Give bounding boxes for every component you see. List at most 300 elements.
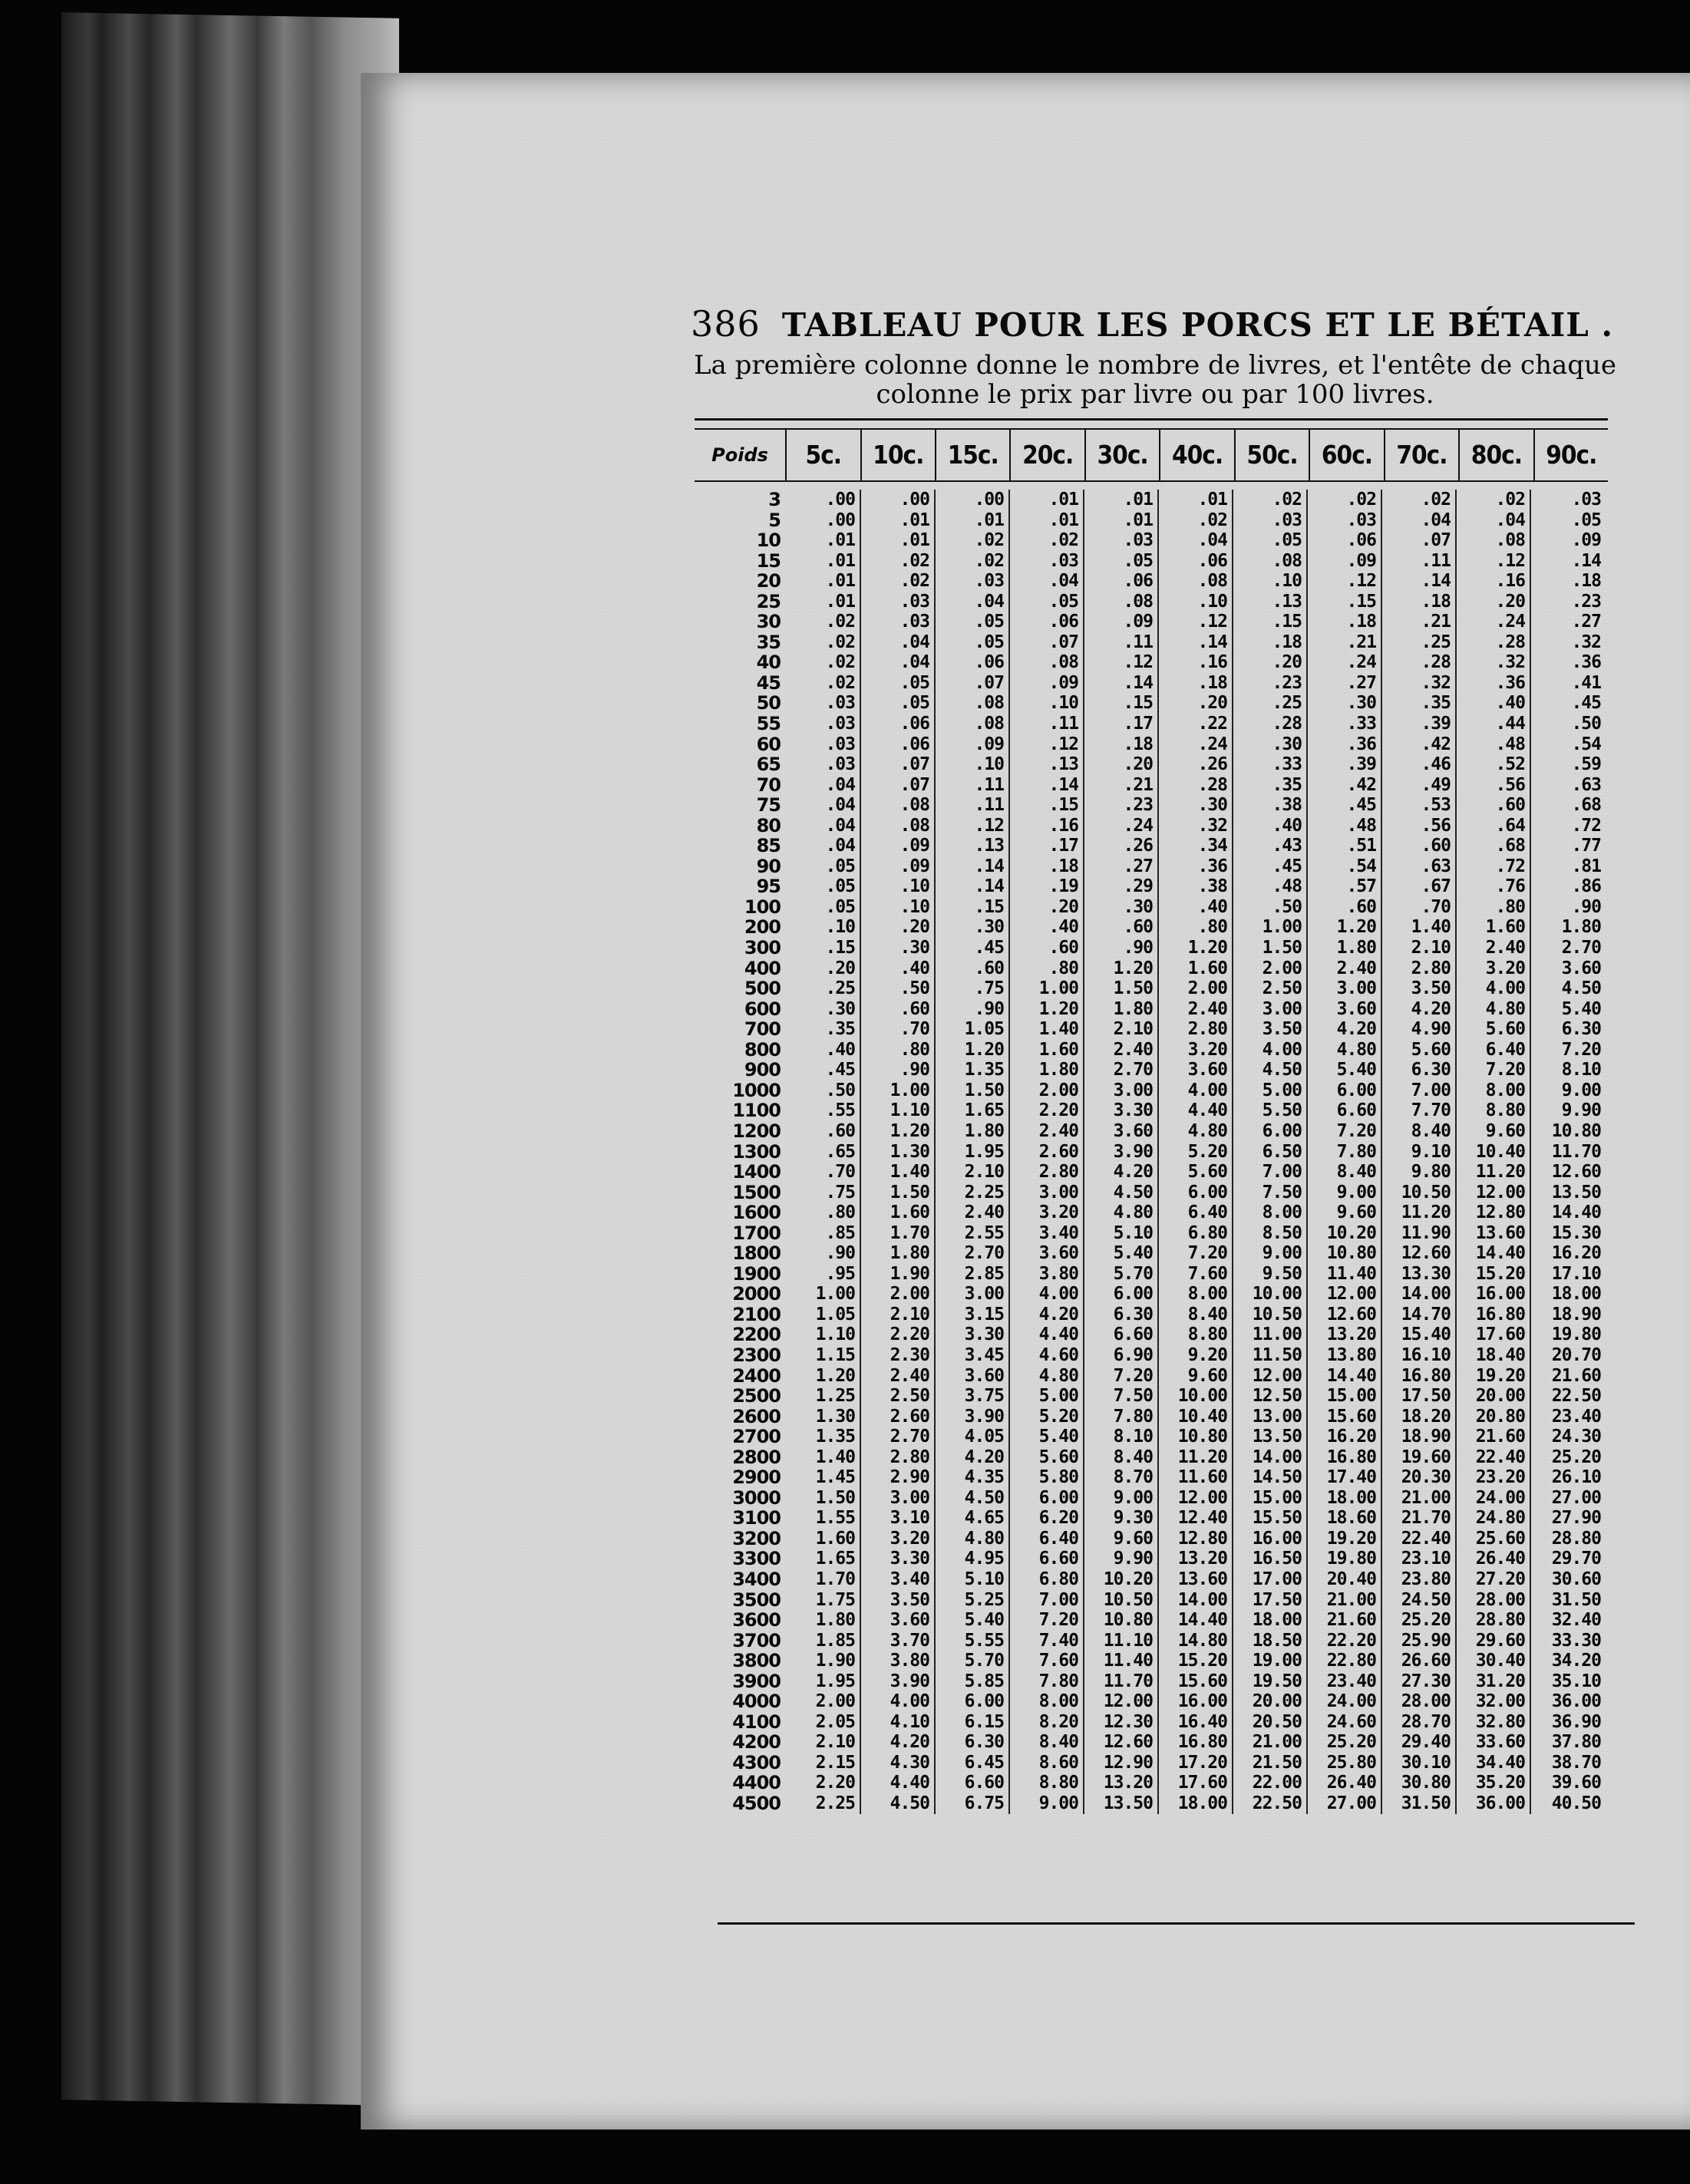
- table-row: [695, 897, 1608, 918]
- price-cell: .85: [787, 1223, 861, 1244]
- price-cell: 5.50: [1233, 1100, 1308, 1121]
- price-cell: 5.40: [1010, 1427, 1084, 1447]
- price-cell: 6.80: [1010, 1569, 1084, 1590]
- price-cell: 28.00: [1457, 1590, 1531, 1611]
- price-cell: 25.20: [1382, 1610, 1457, 1631]
- price-cell: .01: [1084, 510, 1159, 531]
- price-cell: .04: [861, 632, 936, 653]
- price-cell: .39: [1382, 714, 1457, 734]
- price-cell: .08: [1233, 551, 1308, 572]
- price-cell: .02: [787, 612, 861, 632]
- price-cell: .05: [936, 632, 1010, 653]
- price-cell: 3.50: [1233, 1019, 1308, 1040]
- price-cell: 11.50: [1233, 1345, 1308, 1366]
- weight-cell: 15: [756, 549, 781, 572]
- table-row: [695, 1773, 1608, 1793]
- table-row: [695, 1610, 1608, 1631]
- price-cell: .18: [1010, 856, 1084, 877]
- table-row: [695, 571, 1608, 592]
- price-cell: 8.40: [1382, 1121, 1457, 1142]
- price-cell: 4.60: [1010, 1345, 1084, 1366]
- price-cell: 20.30: [1382, 1467, 1457, 1488]
- price-cell: 1.50: [861, 1183, 936, 1203]
- price-cell: .00: [787, 490, 861, 510]
- price-cell: 21.60: [1551, 1365, 1601, 1386]
- price-cell: .70: [787, 1162, 861, 1183]
- price-cell: 3.00: [861, 1488, 936, 1509]
- table-row: [695, 1345, 1608, 1366]
- price-cell: 16.40: [1159, 1712, 1233, 1733]
- price-cell: .01: [787, 592, 861, 612]
- price-cell: 10.50: [1382, 1183, 1457, 1203]
- price-cell: 3.60: [936, 1366, 1010, 1387]
- price-cell: 1.60: [861, 1203, 936, 1223]
- weight-cell: 4100: [732, 1711, 781, 1733]
- price-cell: 18.00: [1551, 1284, 1601, 1305]
- price-cell: .40: [787, 1040, 861, 1061]
- price-cell: 1.60: [1010, 1040, 1084, 1061]
- price-cell: 1.35: [787, 1427, 861, 1447]
- price-cell: .06: [936, 652, 1010, 673]
- price-cell: 14.80: [1159, 1631, 1233, 1651]
- price-cell: 26.40: [1308, 1773, 1382, 1793]
- table-row: [695, 1100, 1608, 1121]
- price-cell: .02: [787, 652, 861, 673]
- price-cell: 6.00: [936, 1691, 1010, 1712]
- price-cell: 3.50: [861, 1590, 936, 1611]
- price-cell: 8.40: [1308, 1162, 1382, 1183]
- price-column-header: 15c.: [935, 430, 1009, 480]
- weight-cell: 1900: [732, 1262, 781, 1285]
- price-cell: .00: [861, 490, 936, 510]
- price-cell: 1.05: [936, 1019, 1010, 1040]
- price-cell: 7.50: [1084, 1386, 1159, 1407]
- price-cell: 12.30: [1084, 1712, 1159, 1733]
- price-cell: .12: [1010, 734, 1084, 755]
- weight-cell: 2100: [732, 1303, 781, 1325]
- weight-cell: 50: [756, 692, 781, 714]
- price-cell: 30.80: [1382, 1773, 1457, 1793]
- weight-cell: 1200: [732, 1120, 781, 1142]
- price-cell: .24: [1308, 652, 1382, 673]
- table-row: [695, 836, 1608, 856]
- price-cell: .30: [1084, 897, 1159, 918]
- weight-cell: 3100: [732, 1507, 781, 1529]
- price-cell: .80: [1457, 897, 1531, 918]
- price-cell: 17.00: [1233, 1569, 1308, 1590]
- subtitle-line-2: colonne le prix par livre ou par 100 livres.: [876, 379, 1434, 410]
- price-cell: 4.35: [936, 1467, 1010, 1488]
- price-cell: 16.10: [1382, 1345, 1457, 1366]
- price-column-header: 50c.: [1234, 430, 1309, 480]
- price-cell: 22.20: [1308, 1631, 1382, 1651]
- price-cell: 21.50: [1233, 1753, 1308, 1773]
- price-cell: 34.20: [1551, 1651, 1601, 1671]
- price-cell: 5.40: [1561, 998, 1601, 1019]
- price-cell: 2.50: [1233, 978, 1308, 999]
- price-cell: .48: [1308, 816, 1382, 836]
- price-cell: 1.35: [936, 1060, 1010, 1080]
- price-cell: .02: [787, 673, 861, 694]
- weight-cell: 2000: [732, 1283, 781, 1305]
- price-cell: 12.00: [1084, 1691, 1159, 1712]
- price-cell: 3.90: [936, 1407, 1010, 1427]
- price-cell: 15.60: [1308, 1407, 1382, 1427]
- price-cell: .86: [1571, 876, 1601, 897]
- table-row: [695, 999, 1608, 1020]
- price-cell: 29.40: [1382, 1732, 1457, 1753]
- price-cell: .09: [861, 836, 936, 856]
- price-cell: .36: [1457, 673, 1531, 694]
- price-cell: .09: [936, 734, 1010, 755]
- price-cell: .02: [936, 551, 1010, 572]
- price-cell: .09: [1308, 551, 1382, 572]
- price-cell: 18.20: [1382, 1407, 1457, 1427]
- price-cell: 2.40: [1084, 1040, 1159, 1061]
- price-cell: 25.80: [1308, 1753, 1382, 1773]
- price-cell: 7.20: [1308, 1121, 1382, 1142]
- price-cell: 2.25: [936, 1183, 1010, 1203]
- weight-cell: 1600: [732, 1202, 781, 1224]
- price-cell: 11.20: [1382, 1203, 1457, 1223]
- price-cell: .30: [861, 938, 936, 958]
- price-cell: .72: [1457, 856, 1531, 877]
- price-cell: .32: [1571, 632, 1601, 652]
- price-cell: .81: [1571, 856, 1601, 876]
- price-cell: 1.20: [936, 1040, 1010, 1061]
- weight-cell: 2600: [732, 1405, 781, 1427]
- price-cell: 1.10: [861, 1100, 936, 1121]
- price-cell: .05: [787, 856, 861, 877]
- price-cell: .03: [1571, 490, 1601, 510]
- price-cell: 1.50: [1233, 938, 1308, 958]
- price-cell: 2.40: [1457, 938, 1531, 958]
- price-cell: .75: [936, 978, 1010, 999]
- price-cell: 6.90: [1084, 1345, 1159, 1366]
- price-cell: .20: [1457, 592, 1531, 612]
- price-cell: 10.80: [1084, 1610, 1159, 1631]
- price-cell: 2.50: [861, 1386, 936, 1407]
- table-row: [695, 1162, 1608, 1183]
- price-cell: 9.60: [1084, 1529, 1159, 1549]
- price-cell: .01: [861, 530, 936, 551]
- price-cell: 12.00: [1308, 1284, 1382, 1305]
- price-cell: .27: [1084, 856, 1159, 877]
- price-cell: .02: [861, 571, 936, 592]
- price-cell: 14.00: [1382, 1284, 1457, 1305]
- table-row: [695, 1529, 1608, 1549]
- price-cell: 1.80: [1308, 938, 1382, 958]
- price-cell: .35: [1233, 775, 1308, 796]
- price-cell: 16.80: [1308, 1447, 1382, 1468]
- price-cell: .23: [1571, 591, 1601, 612]
- price-cell: 3.60: [1084, 1121, 1159, 1142]
- price-cell: 3.30: [936, 1325, 1010, 1345]
- price-cell: .01: [1084, 490, 1159, 510]
- price-cell: .20: [1233, 652, 1308, 673]
- table-row: [695, 1651, 1608, 1671]
- price-cell: .14: [1571, 550, 1601, 571]
- price-cell: .10: [1010, 693, 1084, 714]
- price-cell: .49: [1382, 775, 1457, 796]
- price-cell: 5.60: [1159, 1162, 1233, 1183]
- price-cell: 2.40: [936, 1203, 1010, 1223]
- price-cell: 8.10: [1084, 1427, 1159, 1447]
- weight-cell: 4200: [732, 1731, 781, 1753]
- price-cell: 1.85: [787, 1631, 861, 1651]
- price-cell: .75: [787, 1183, 861, 1203]
- price-cell: .01: [787, 571, 861, 592]
- price-cell: 9.00: [1233, 1243, 1308, 1264]
- price-cell: 25.20: [1551, 1447, 1601, 1467]
- price-cell: 3.20: [1159, 1040, 1233, 1061]
- price-cell: 10.40: [1159, 1407, 1233, 1427]
- price-cell: .45: [1571, 693, 1601, 714]
- price-cell: 12.40: [1159, 1508, 1233, 1529]
- price-cell: .16: [1159, 652, 1233, 673]
- price-cell: 13.20: [1084, 1773, 1159, 1793]
- price-cell: 25.90: [1382, 1631, 1457, 1651]
- price-cell: 23.80: [1382, 1569, 1457, 1590]
- price-cell: 16.00: [1159, 1691, 1233, 1712]
- price-cell: 1.80: [787, 1610, 861, 1631]
- price-cell: .07: [1382, 530, 1457, 551]
- price-cell: .54: [1571, 734, 1601, 754]
- price-cell: 21.00: [1233, 1732, 1308, 1753]
- price-cell: .03: [1308, 510, 1382, 531]
- table-row: [695, 1203, 1608, 1223]
- price-cell: .72: [1571, 815, 1601, 836]
- price-cell: 14.00: [1233, 1447, 1308, 1468]
- price-cell: 5.60: [1457, 1019, 1531, 1040]
- price-cell: 4.40: [1159, 1100, 1233, 1121]
- weight-cell: 4500: [732, 1793, 781, 1814]
- price-cell: 4.00: [1010, 1284, 1084, 1305]
- table-row: [695, 530, 1608, 551]
- table-row: [695, 1223, 1608, 1244]
- price-cell: 1.45: [787, 1467, 861, 1488]
- price-cell: 3.20: [1457, 958, 1531, 979]
- table-row: [695, 1264, 1608, 1285]
- price-cell: 18.00: [1308, 1488, 1382, 1509]
- price-cell: 9.10: [1382, 1142, 1457, 1163]
- price-cell: .03: [861, 592, 936, 612]
- price-cell: 13.20: [1159, 1549, 1233, 1569]
- price-cell: 1.00: [787, 1284, 861, 1305]
- table-row: [695, 917, 1608, 938]
- price-cell: 29.70: [1551, 1549, 1601, 1569]
- price-cell: .04: [936, 592, 1010, 612]
- price-column-header: 5c.: [785, 430, 860, 480]
- price-cell: 1.90: [787, 1651, 861, 1671]
- price-cell: 19.80: [1308, 1549, 1382, 1569]
- price-cell: 14.40: [1457, 1243, 1531, 1264]
- price-cell: 2.20: [861, 1325, 936, 1345]
- price-cell: 12.00: [1233, 1366, 1308, 1387]
- price-cell: 5.40: [936, 1610, 1010, 1631]
- price-cell: 1.20: [1159, 938, 1233, 958]
- table-row: [695, 1040, 1608, 1061]
- price-cell: .05: [861, 673, 936, 694]
- price-cell: 5.10: [936, 1569, 1010, 1590]
- price-cell: .70: [861, 1019, 936, 1040]
- price-cell: 4.05: [936, 1427, 1010, 1447]
- price-cell: .42: [1382, 734, 1457, 755]
- price-cell: .26: [1084, 836, 1159, 856]
- page-title: TABLEAU POUR LES PORCS ET LE BÉTAIL .: [781, 306, 1614, 344]
- price-cell: 14.50: [1233, 1467, 1308, 1488]
- price-cell: 4.50: [936, 1488, 1010, 1509]
- price-cell: .50: [1571, 714, 1601, 734]
- price-cell: 32.80: [1457, 1712, 1531, 1733]
- price-cell: 30.60: [1551, 1569, 1601, 1589]
- price-cell: 7.20: [1457, 1060, 1531, 1080]
- price-cell: 19.20: [1308, 1529, 1382, 1549]
- price-cell: .11: [936, 775, 1010, 796]
- price-cell: .06: [1010, 612, 1084, 632]
- price-cell: .18: [1308, 612, 1382, 632]
- price-cell: .14: [1010, 775, 1084, 796]
- price-cell: .00: [936, 490, 1010, 510]
- price-cell: 4.30: [861, 1753, 936, 1773]
- table-bottom-rule: [718, 1922, 1635, 1925]
- price-cell: 12.80: [1159, 1529, 1233, 1549]
- price-cell: .55: [787, 1100, 861, 1121]
- price-cell: .60: [1010, 938, 1084, 958]
- price-cell: 15.20: [1159, 1651, 1233, 1671]
- price-cell: 6.50: [1233, 1142, 1308, 1163]
- table-row: [695, 1631, 1608, 1651]
- price-cell: .48: [1233, 876, 1308, 897]
- price-cell: 17.60: [1159, 1773, 1233, 1793]
- table-row: [695, 1427, 1608, 1447]
- price-cell: .11: [1084, 632, 1159, 653]
- price-cell: 26.40: [1457, 1549, 1531, 1569]
- price-cell: 14.40: [1159, 1610, 1233, 1631]
- price-cell: .05: [787, 897, 861, 918]
- price-cell: .21: [1084, 775, 1159, 796]
- price-cell: 7.00: [1010, 1590, 1084, 1611]
- price-cell: .19: [1010, 876, 1084, 897]
- table-row: [695, 652, 1608, 673]
- price-cell: 1.20: [1308, 917, 1382, 938]
- price-cell: 4.20: [1382, 999, 1457, 1020]
- table-row: [695, 1284, 1608, 1305]
- price-cell: .41: [1571, 672, 1601, 693]
- price-cell: 1.80: [1010, 1060, 1084, 1080]
- price-cell: .25: [1382, 632, 1457, 653]
- price-cell: 21.60: [1457, 1427, 1531, 1447]
- price-cell: .01: [1159, 490, 1233, 510]
- price-cell: .63: [1571, 774, 1601, 795]
- price-cell: 5.85: [936, 1671, 1010, 1692]
- table-row: [695, 1753, 1608, 1773]
- price-cell: .52: [1457, 754, 1531, 775]
- price-cell: 1.70: [787, 1569, 861, 1590]
- price-cell: .33: [1308, 714, 1382, 734]
- price-cell: 10.80: [1551, 1120, 1601, 1141]
- price-cell: 26.10: [1551, 1467, 1601, 1488]
- price-cell: 2.70: [861, 1427, 936, 1447]
- price-cell: 1.75: [787, 1590, 861, 1611]
- price-cell: .01: [861, 510, 936, 531]
- weight-cell: 4300: [732, 1751, 781, 1773]
- table-row: [695, 673, 1608, 694]
- price-cell: .11: [936, 795, 1010, 816]
- price-cell: 2.60: [1010, 1142, 1084, 1163]
- table-row: [695, 1305, 1608, 1325]
- price-cell: 6.60: [1308, 1100, 1382, 1121]
- price-cell: 3.80: [1010, 1264, 1084, 1285]
- price-cell: 7.70: [1382, 1100, 1457, 1121]
- price-cell: 18.40: [1457, 1345, 1531, 1366]
- price-cell: 18.50: [1233, 1631, 1308, 1651]
- weight-cell: 30: [756, 611, 781, 633]
- price-cell: 12.60: [1382, 1243, 1457, 1264]
- price-cell: 20.00: [1233, 1691, 1308, 1712]
- price-cell: 4.10: [861, 1712, 936, 1733]
- price-cell: .38: [1159, 876, 1233, 897]
- price-cell: 21.70: [1382, 1508, 1457, 1529]
- page-header: [691, 303, 1619, 409]
- price-cell: .21: [1382, 612, 1457, 632]
- price-cell: .20: [1010, 897, 1084, 918]
- table-row: [695, 1732, 1608, 1753]
- price-cell: 11.10: [1084, 1631, 1159, 1651]
- price-cell: 6.30: [1084, 1305, 1159, 1325]
- price-cell: 5.20: [1010, 1407, 1084, 1427]
- table-row: [695, 1549, 1608, 1569]
- price-cell: .12: [1084, 652, 1159, 673]
- price-cell: 4.50: [1084, 1183, 1159, 1203]
- price-cell: 1.20: [787, 1366, 861, 1387]
- weight-cell: 20: [756, 570, 781, 592]
- price-cell: 1.30: [787, 1407, 861, 1427]
- price-cell: 7.00: [1382, 1080, 1457, 1101]
- price-cell: 8.80: [1010, 1773, 1084, 1793]
- price-cell: .28: [1233, 714, 1308, 734]
- price-cell: 38.70: [1551, 1752, 1601, 1773]
- table-row: [695, 1569, 1608, 1590]
- price-cell: 3.40: [1010, 1223, 1084, 1244]
- weight-cell: 1700: [732, 1222, 781, 1244]
- price-cell: .04: [787, 775, 861, 796]
- table-row: [695, 1080, 1608, 1101]
- price-cell: 12.00: [1159, 1488, 1233, 1509]
- price-cell: 7.00: [1233, 1162, 1308, 1183]
- price-cell: 2.40: [861, 1366, 936, 1387]
- price-cell: 18.00: [1233, 1610, 1308, 1631]
- weight-cell: 400: [744, 957, 781, 979]
- table-row: [695, 1793, 1608, 1814]
- weight-cell: 2200: [732, 1324, 781, 1346]
- price-cell: .30: [1308, 693, 1382, 714]
- price-cell: 9.00: [1084, 1488, 1159, 1509]
- price-cell: 2.90: [861, 1467, 936, 1488]
- table-row: [695, 1467, 1608, 1488]
- price-cell: 2.10: [1382, 938, 1457, 958]
- price-cell: .80: [1010, 958, 1084, 979]
- table-row: [695, 1671, 1608, 1692]
- price-cell: 1.20: [1010, 999, 1084, 1020]
- price-cell: 28.70: [1382, 1712, 1457, 1733]
- weight-cell: 75: [756, 794, 781, 817]
- price-cell: 1.00: [1233, 917, 1308, 938]
- price-cell: 12.80: [1457, 1203, 1531, 1223]
- price-cell: 6.00: [1159, 1183, 1233, 1203]
- price-cell: 21.00: [1308, 1590, 1382, 1611]
- price-cell: 27.00: [1308, 1793, 1382, 1814]
